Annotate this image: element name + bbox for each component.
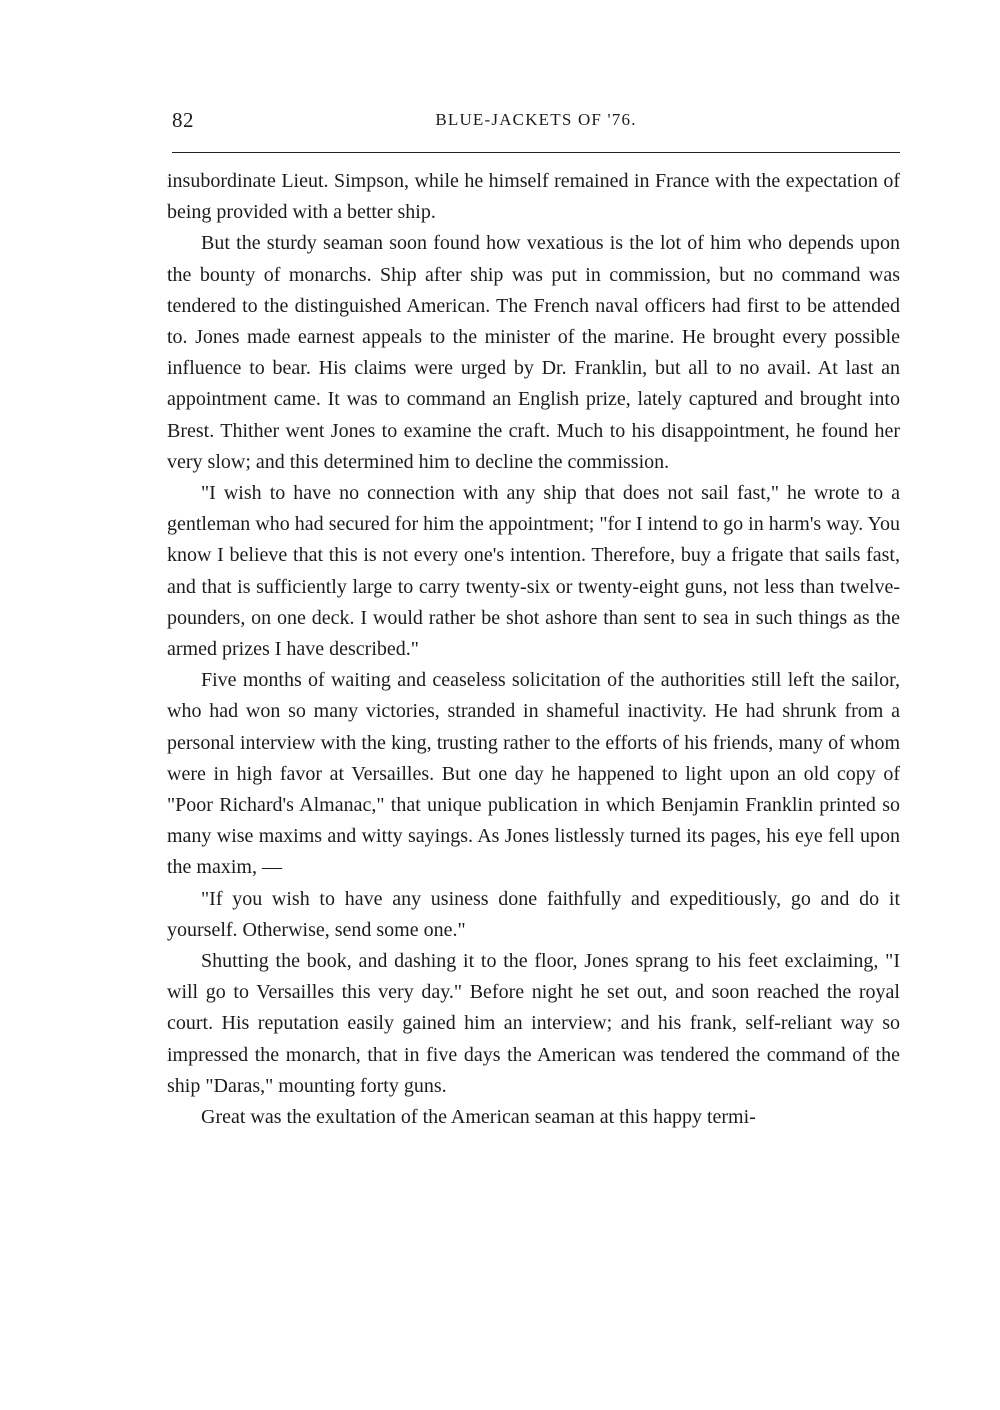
paragraph: insubordinate Lieut. Simpson, while he himself remained in France with the expectation of being provided with a better ship.: [167, 170, 900, 224]
header-rule: [172, 152, 900, 153]
paragraph: "I wish to have no connection with any ship that does not sail fast," he wrote to a gentleman who had secured for him the appointment; "for I intend to go in harm's way. You know I believe that this is not every one's intention. Therefore, buy a frigate that sails fast, and that is sufficiently large to carry twenty-six or twenty-eight guns, not less than twelve-pounders, on one deck. I would rather be shot ashore than sent to sea in such things as the armed prizes I have described.": [167, 482, 900, 661]
paragraph: Great was the exultation of the American seaman at this happy termi-: [201, 1106, 756, 1129]
page-header: [172, 108, 900, 138]
paragraph: Shutting the book, and dashing it to the floor, Jones sprang to his feet exclaiming, "I will go to Versailles this very day." Before night he set out, and soon reached the royal court. His reputation easily gained him an interview; and his frank, self-reliant way so impressed the monarch, that in five days the American was tendered the command of the ship "Daras," mounting forty guns.: [167, 950, 900, 1097]
page-number: 82: [172, 108, 194, 132]
paragraph: "If you wish to have any usiness done faithfully and expeditiously, go and do it yourself. Otherwise, send some one.": [167, 887, 900, 941]
paragraph: Five months of waiting and ceaseless solicitation of the authorities still left the sailor, who had won so many victories, stranded in shameful inactivity. He had shrunk from a personal interview with the king, trusting rather to the efforts of his friends, many of whom were in high favor at Versailles. But one day he happened to light upon an old copy of "Poor Richard's Almanac," that unique publication in which Benjamin Franklin printed so many wise maxims and witty sayings. As Jones listlessly turned its pages, his eye fell upon the maxim, —: [167, 669, 900, 879]
running-head: BLUE-JACKETS OF '76.: [435, 110, 637, 129]
body-text: [167, 166, 900, 1133]
paragraph: But the sturdy seaman soon found how vexatious is the lot of him who depends upon the bounty of monarchs. Ship after ship was put in commission, but no command was tendered to the distinguished American. The French naval officers had first to be attended to. Jones made earnest appeals to the minister of the marine. He brought every possible influence to bear. His claims were urged by Dr. Franklin, but all to no avail. At last an appointment came. It was to command an English prize, lately captured and brought into Brest. Thither went Jones to examine the craft. Much to his disappointment, he found her very slow; and this determined him to decline the commission.: [167, 232, 900, 473]
